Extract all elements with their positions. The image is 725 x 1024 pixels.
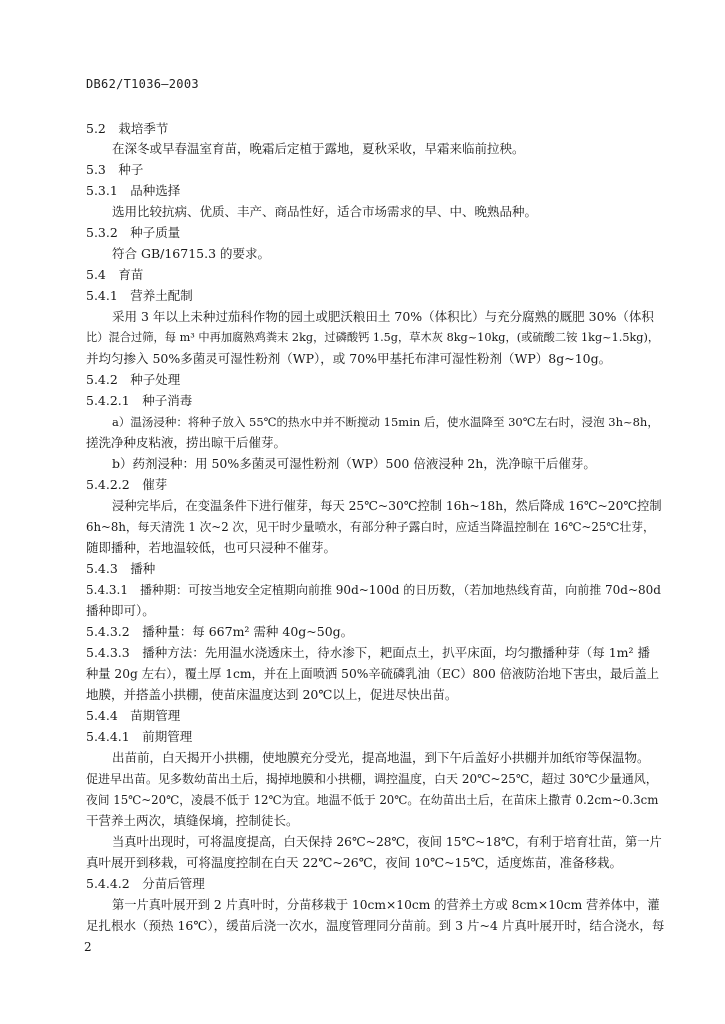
paragraph-line: 地膜，并搭盖小拱棚，使苗床温度达到 20℃以上，促进尽快出苗。	[86, 687, 458, 702]
section-heading: 5.3.1 品种选择	[86, 183, 181, 198]
section-heading: 5.4.2 种子处理	[86, 372, 181, 387]
paragraph-line: 在深冬或早春温室育苗，晚霜后定植于露地，夏秋采收，早霜来临前拉秧。	[112, 141, 525, 156]
section-heading: 5.3 种子	[86, 162, 144, 177]
paragraph-line: 5.4.3.3 播种方法：先用温水浇透床土，待水渗下，耙面点土，扒平床面，均匀撒播种芽（每 1m² 播	[86, 645, 650, 660]
section-heading: 5.4.1 营养土配制	[86, 288, 193, 303]
paragraph-line: 当真叶出现时，可将温度提高，白天保持 26℃~28℃，夜间 15℃~18℃，有利于培育壮苗，第一片	[112, 835, 662, 849]
paragraph-line: 选用比较抗病、优质、丰产、商品性好，适合市场需求的早、中、晚熟品种。	[112, 204, 538, 219]
section-heading: 5.3.2 种子质量	[86, 225, 181, 240]
paragraph-line: 符合 GB/16715.3 的要求。	[112, 246, 271, 261]
paragraph-line: 搓洗净种皮粘液，捞出晾干后催芽。	[86, 435, 287, 450]
paragraph-line: 播种即可）。	[86, 603, 155, 618]
section-heading: 5.4.4 苗期管理	[86, 708, 181, 723]
paragraph-line: 6h~8h，每天清洗 1 次~2 次，见干时少量喷水，有部分种子露白时，应适当降温控制在 16℃~25℃壮芽，	[86, 520, 655, 534]
paragraph-line: 5.4.3.2 播种量：每 667m² 需种 40g~50g。	[86, 624, 354, 639]
page-number: 2	[84, 940, 92, 954]
section-heading: 5.4.2.1 种子消毒	[86, 393, 193, 408]
paragraph-line: 促进早出苗。见多数幼苗出土后，揭掉地膜和小拱棚，调控温度，白天 20℃~25℃，超过 30℃少量通风，	[86, 772, 658, 786]
section-heading: 5.4.4.1 前期管理	[86, 729, 193, 744]
paragraph-line: 浸种完毕后，在变温条件下进行催芽，每天 25℃~30℃控制 16h~18h，然后降成 16℃~20℃控制	[112, 499, 662, 513]
section-heading: 5.4.3 播种	[86, 561, 156, 576]
document-code: DB62/T1036—2003	[86, 77, 199, 91]
paragraph-line: 足扎根水（预热 16℃），缓苗后浇一次水，温度管理同分苗前。到 3 片~4 片真叶展开时，结合浇水，每	[86, 918, 665, 933]
section-heading: 5.2 栽培季节	[86, 121, 169, 136]
paragraph-line: 夜间 15℃~20℃，凌晨不低于 12℃为宜。地温不低于 20℃。在幼苗出土后，在苗床上撒青 0.2cm~0.3cm	[86, 793, 659, 807]
paragraph-line: 采用 3 年以上未种过茄科作物的园土或肥沃粮田土 70%（体积比）与充分腐熟的厩肥 30%（体积	[112, 309, 654, 324]
paragraph-line: 种量 20g 左右），覆土厚 1cm，并在上面喷洒 50%辛硫磷乳油（EC）800 倍液防治地下害虫，最后盖上	[86, 667, 659, 681]
section-heading: 5.4.4.2 分苗后管理	[86, 876, 205, 891]
paragraph-line: 出苗前，白天揭开小拱棚，使地膜充分受光，提高地温，到下午后盖好小拱棚并加纸帘等保温物。	[112, 750, 650, 765]
paragraph-line: 随即播种，若地温较低，也可只浸种不催芽。	[86, 540, 337, 555]
paragraph-line: 并均匀掺入 50%多菌灵可湿性粉剂（WP），或 70%甲基托布津可湿性粉剂（WP）8g~10g。	[86, 351, 612, 366]
paragraph-line: 真叶展开到移栽，可将温度控制在白天 22℃~26℃，夜间 10℃~15℃，适度炼苗，准备移栽。	[86, 855, 622, 870]
paragraph-line: 比）混合过筛，每 m³ 中再加腐熟鸡粪末 2kg，过磷酸钙 1.5g，草木灰 8kg~10kg，(或硫酸二铵 1kg~1.5kg)，	[86, 331, 660, 344]
paragraph-line: 5.4.3.1 播种期：可按当地安全定植期向前推 90d~100d 的日历数，（若加地热线育苗，向前推 70d~80d	[86, 583, 661, 597]
paragraph-line: 第一片真叶展开到 2 片真叶时，分苗移栽于 10cm×10cm 的营养土方或 8cm×10cm 营养体中，灌	[112, 898, 660, 912]
paragraph-line: a）温汤浸种：将种子放入 55℃的热水中并不断搅动 15min 后，使水温降至 30℃左右时，浸泡 3h~8h，	[112, 415, 659, 429]
section-heading: 5.4 育苗	[86, 267, 144, 282]
paragraph-line: 干营养土两次，填缝保墒，控制徒长。	[86, 813, 299, 828]
paragraph-line: b）药剂浸种：用 50%多菌灵可湿性粉剂（WP）500 倍液浸种 2h，洗净晾干后催芽。	[112, 456, 596, 471]
section-heading: 5.4.2.2 催芽	[86, 477, 168, 492]
